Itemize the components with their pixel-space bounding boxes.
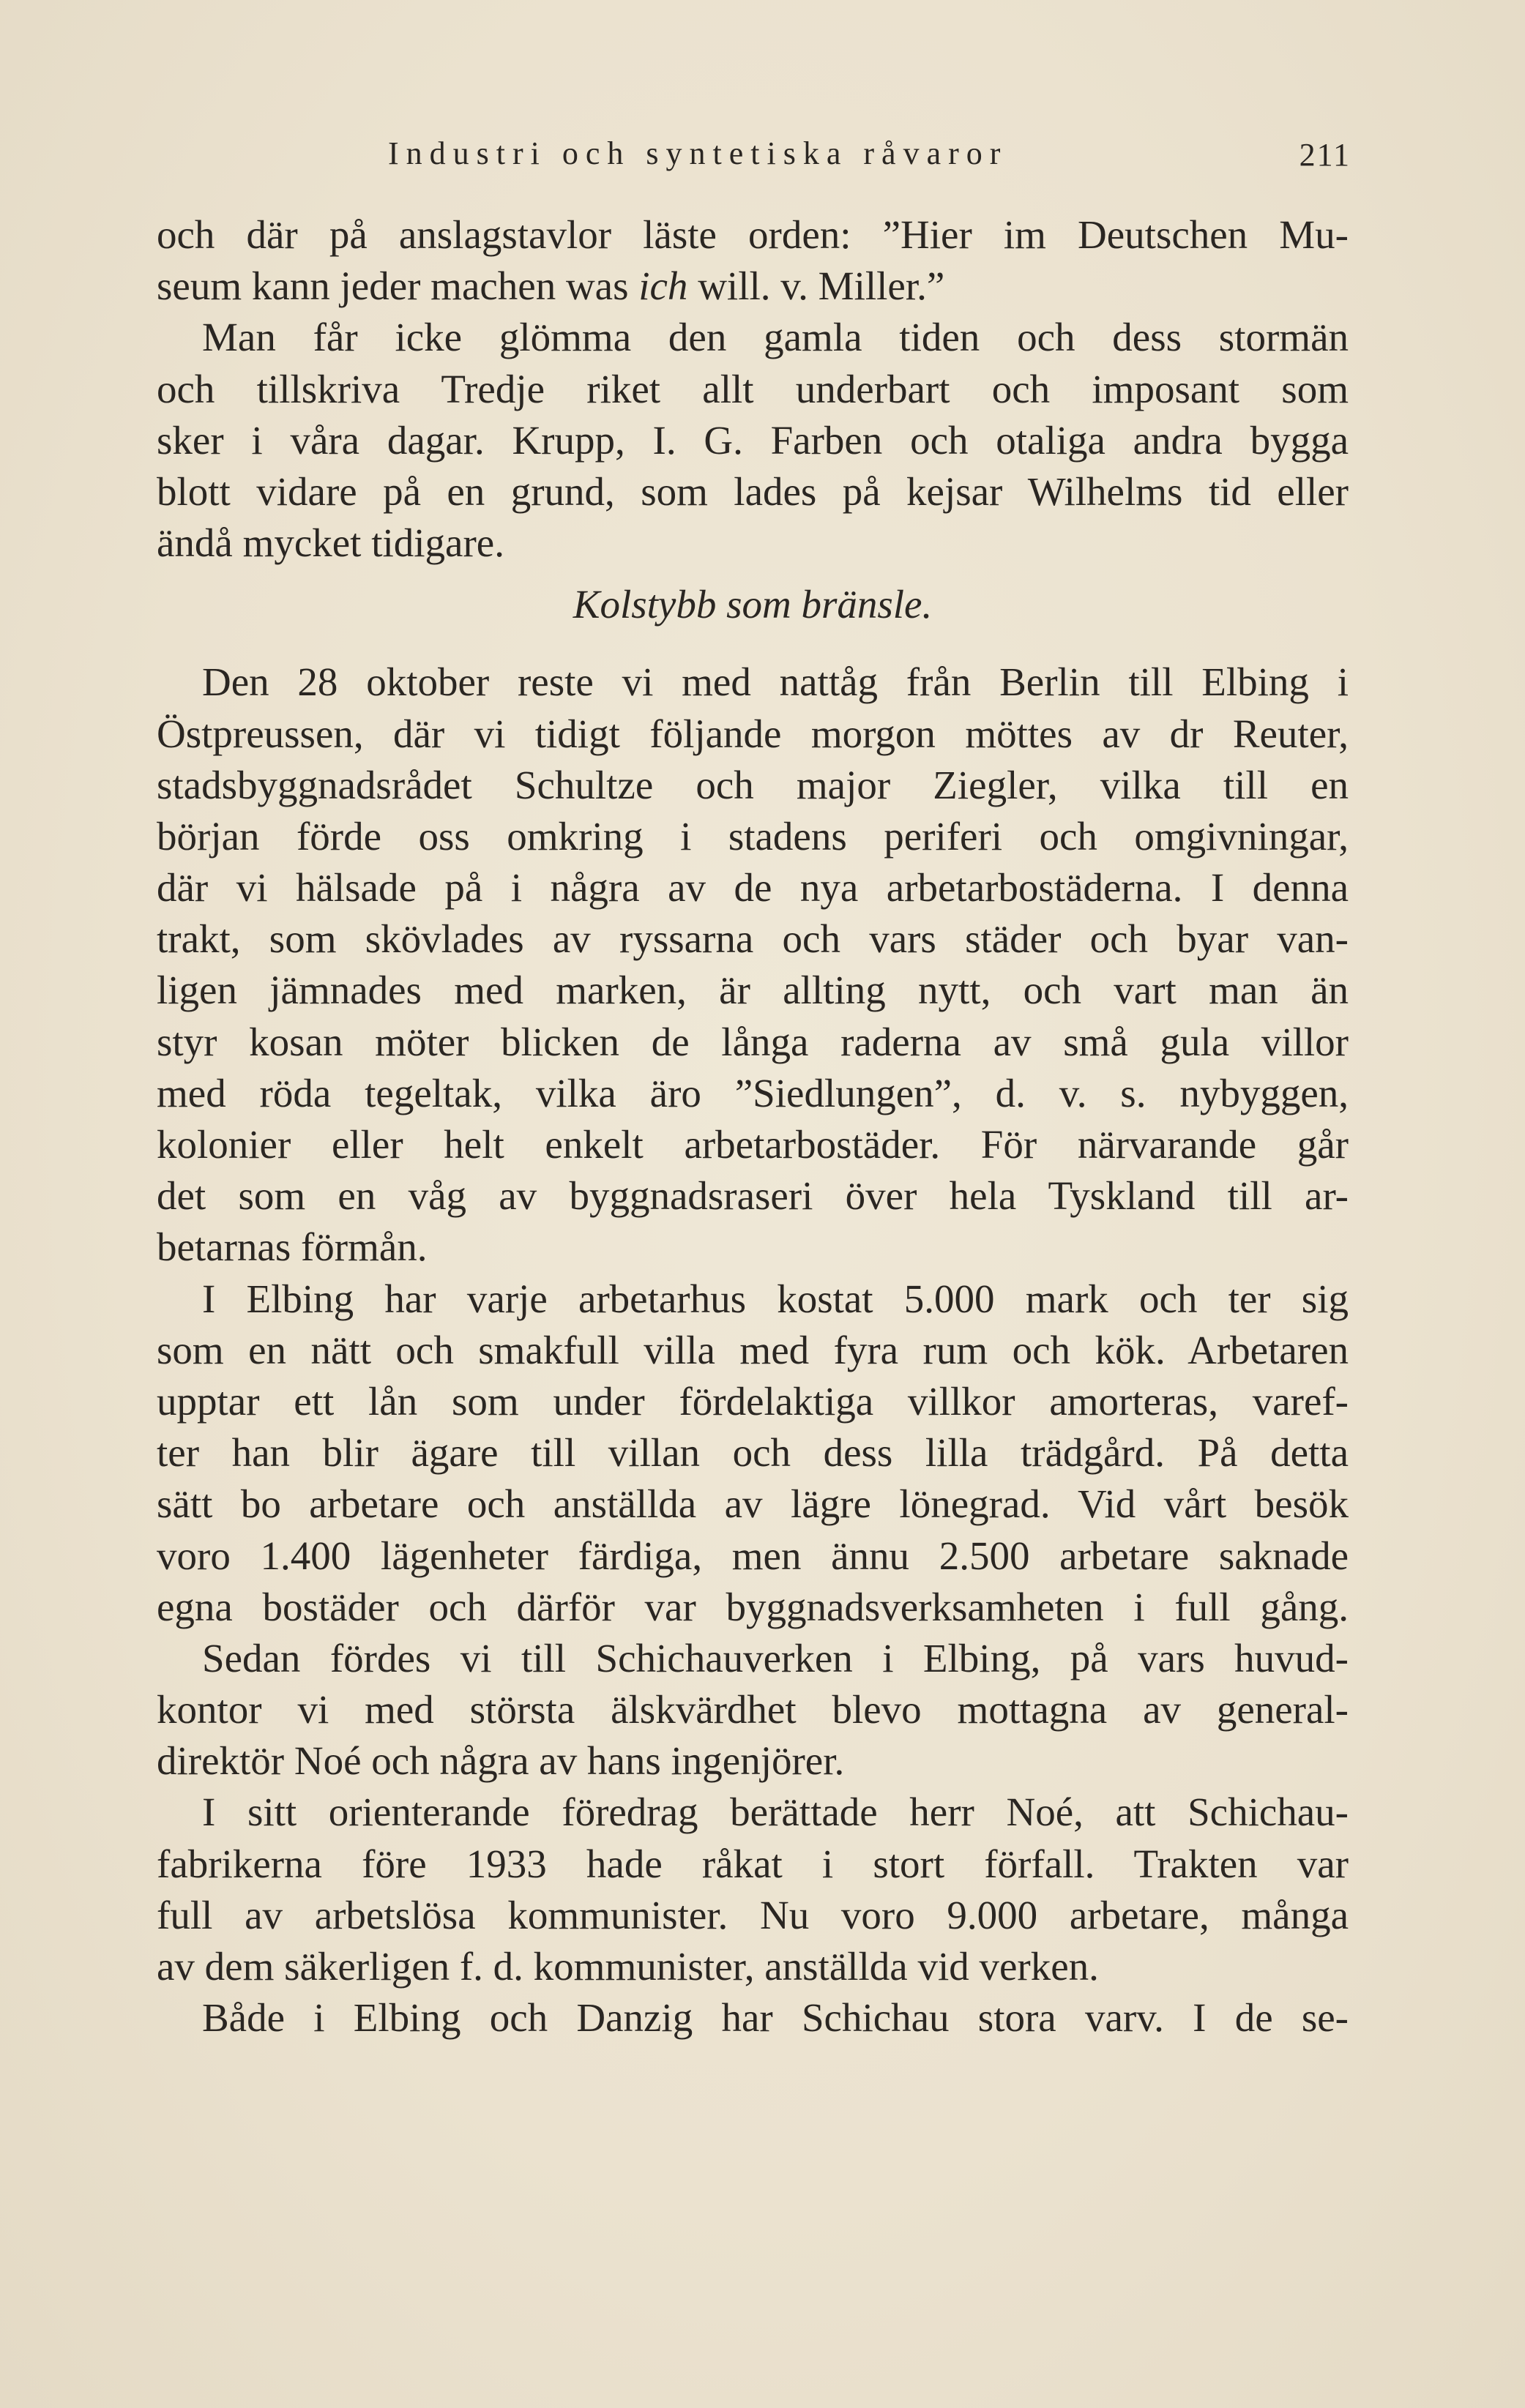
text-line: kolonier eller helt enkelt arbetarbostäder. För närvarande går xyxy=(157,1122,1349,1167)
text-line: I sitt orienterande föredrag berättade herr Noé, att Schichau- xyxy=(202,1790,1349,1835)
text-span: seum kann jeder machen was xyxy=(157,263,639,309)
text-line: och tillskriva Tredje riket allt underbart och imposant som xyxy=(157,366,1349,411)
body-text xyxy=(157,209,1349,2044)
text-line: kontor vi med största älskvärdhet blevo mottagna av general- xyxy=(157,1687,1349,1732)
text-line: ligen jämnades med marken, är allting nytt, och vart man än xyxy=(157,968,1349,1013)
text-line xyxy=(157,261,1349,312)
text-line: voro 1.400 lägenheter färdiga, men ännu 2.500 arbetare saknade xyxy=(157,1533,1349,1578)
text-line: fabrikerna före 1933 hade råkat i stort förfall. Trakten var xyxy=(157,1841,1349,1886)
emphasized-word: ich xyxy=(638,263,688,309)
text-line: Östpreussen, där vi tidigt följande morgon möttes av dr Reuter, xyxy=(157,711,1349,756)
text-line: sätt bo arbetare och anställda av lägre lönegrad. Vid vårt besök xyxy=(157,1481,1349,1527)
text-line: blott vidare på en grund, som lades på kejsar Wilhelms tid eller xyxy=(157,468,1349,514)
text-line: och där på anslagstavlor läste orden: ”Hier im Deutschen Mu- xyxy=(157,212,1349,257)
section-heading: Kolstybb som bränsle. xyxy=(573,582,933,627)
text-line: Sedan fördes vi till Schichauverken i Elbing, på vars huvud- xyxy=(202,1635,1349,1680)
text-line: I Elbing har varje arbetarhus kostat 5.000 mark och ter sig xyxy=(202,1276,1349,1321)
text-line: egna bostäder och därför var byggnadsverksamheten i full gång. xyxy=(157,1584,1349,1629)
text-line: Den 28 oktober reste vi med nattåg från Berlin till Elbing i xyxy=(202,659,1349,705)
text-line: betarnas förmån. xyxy=(157,1224,428,1270)
text-line: styr kosan möter blicken de långa raderna av små gula villor xyxy=(157,1019,1349,1064)
text-line: ter han blir ägare till villan och dess lilla trädgård. På detta xyxy=(157,1430,1349,1476)
text-line: upptar ett lån som under fördelaktiga villkor amorteras, varef- xyxy=(157,1378,1349,1424)
text-line: det som en våg av byggnadsraseri över hela Tyskland till ar- xyxy=(157,1173,1349,1219)
text-line: Både i Elbing och Danzig har Schichau stora varv. I de se- xyxy=(202,1995,1349,2041)
text-line: stadsbyggnadsrådet Schultze och major Ziegler, vilka till en xyxy=(157,762,1349,807)
text-line: sker i våra dagar. Krupp, I. G. Farben och otaliga andra bygga xyxy=(157,417,1349,463)
page-number: 211 xyxy=(1299,137,1351,173)
text-line: av dem säkerligen f. d. kommunister, anställda vid verken. xyxy=(157,1944,1099,1989)
text-span: will. v. Miller.” xyxy=(687,263,945,309)
text-line: full av arbetslösa kommunister. Nu voro 9.000 arbetare, många xyxy=(157,1892,1349,1937)
text-line: ändå mycket tidigare. xyxy=(157,520,504,566)
text-line: början förde oss omkring i stadens periferi och omgivningar, xyxy=(157,813,1349,859)
running-head-title: Industri och syntetiska råvaror xyxy=(388,135,1008,171)
text-line: där vi hälsade på i några av de nya arbetarbostäderna. I denna xyxy=(157,865,1349,911)
text-line: som en nätt och smakfull villa med fyra rum och kök. Arbetaren xyxy=(157,1327,1349,1372)
text-line: med röda tegeltak, vilka äro ”Siedlungen”, d. v. s. nybyggen, xyxy=(157,1070,1349,1115)
text-line: Man får icke glömma den gamla tiden och dess stormän xyxy=(202,315,1349,360)
text-line: direktör Noé och några av hans ingenjörer. xyxy=(157,1738,845,1784)
text-line: trakt, som skövlades av ryssarna och vars städer och byar van- xyxy=(157,916,1349,962)
